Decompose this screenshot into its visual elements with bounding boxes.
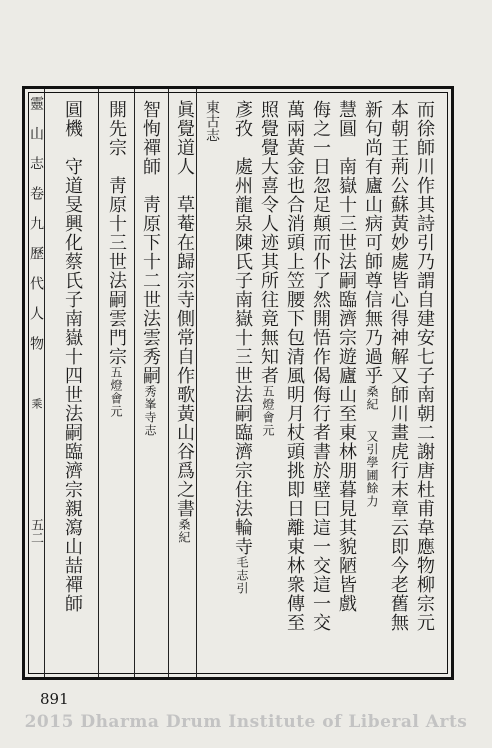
text-column-5: 侮之一日忽足顛而仆了然開悟作偈侮行者書於壁曰這一交這一交 — [310, 100, 331, 632]
column-rule — [196, 89, 197, 677]
column-rule — [22, 89, 25, 677]
text-column-6: 萬兩黃金也合消頭上笠腰下包清風明月杖頭挑即日離東林衆傳至 — [284, 100, 305, 632]
citation-note: 又引學圃餘力 — [365, 430, 379, 508]
text-column-1: 而徐師川作其詩引乃謂自建安七子南朝二謝唐杜甫韋應物柳宗元 — [414, 100, 435, 632]
column-rule — [168, 89, 169, 677]
citation-note: 五燈會元 — [261, 385, 275, 437]
citation-note: 毛志引 — [235, 556, 249, 595]
citation-note: 桑紀 — [177, 518, 191, 544]
text-column-2: 本朝王荊公蘇黃妙處皆心得神解又師川畫虎行末章云即今老舊無 — [388, 100, 409, 632]
text-column-4: 慧圓 南嶽十三世法嗣臨濟宗遊廬山至東林朋暮見其貌陋皆戲 — [336, 100, 357, 613]
page-number: 891 — [40, 690, 69, 708]
column-rule — [98, 89, 99, 677]
text-column-3: 新句尚有廬山病可師尊信無乃過乎桑紀 又引學圃餘力 — [362, 100, 383, 508]
margin-right-mark: 乘 — [30, 398, 43, 409]
text-column-9: 東古志 — [204, 100, 220, 142]
column-rule — [134, 89, 135, 677]
footer-credit: 2015 Dharma Drum Institute of Liberal Arts — [24, 712, 468, 732]
citation-note: 桑紀 — [365, 385, 379, 411]
citation-note: 五燈會元 — [109, 366, 123, 418]
text-column-8: 彥孜 處州龍泉陳氏子南嶽十三世法嗣臨濟宗住法輪寺毛志引 — [232, 100, 253, 595]
citation-note: 秀峯寺志 — [143, 385, 157, 437]
text-column-13: 圓機 守道旻興化蔡氏子南嶽十四世法嗣臨濟宗親瀉山喆禪師 — [62, 100, 83, 613]
text-column-12: 開先宗 靑原十三世法嗣雲門宗五燈會元 — [106, 100, 127, 418]
text-column-10: 眞覺道人 草菴在歸宗寺側常自作歌黃山谷爲之書桑紀 — [174, 100, 195, 544]
text-column-7: 照覺覺大喜令人迹其所往竟無知者五燈會元 — [258, 100, 279, 437]
text-column-11: 智恂禪師 靑原下十二世法雲秀嗣秀峯寺志 — [140, 100, 161, 437]
margin-leaf-mark: 五二 — [28, 518, 43, 544]
margin-title: 靈 山 志 卷 九 歷 代 人 物 — [28, 96, 44, 350]
